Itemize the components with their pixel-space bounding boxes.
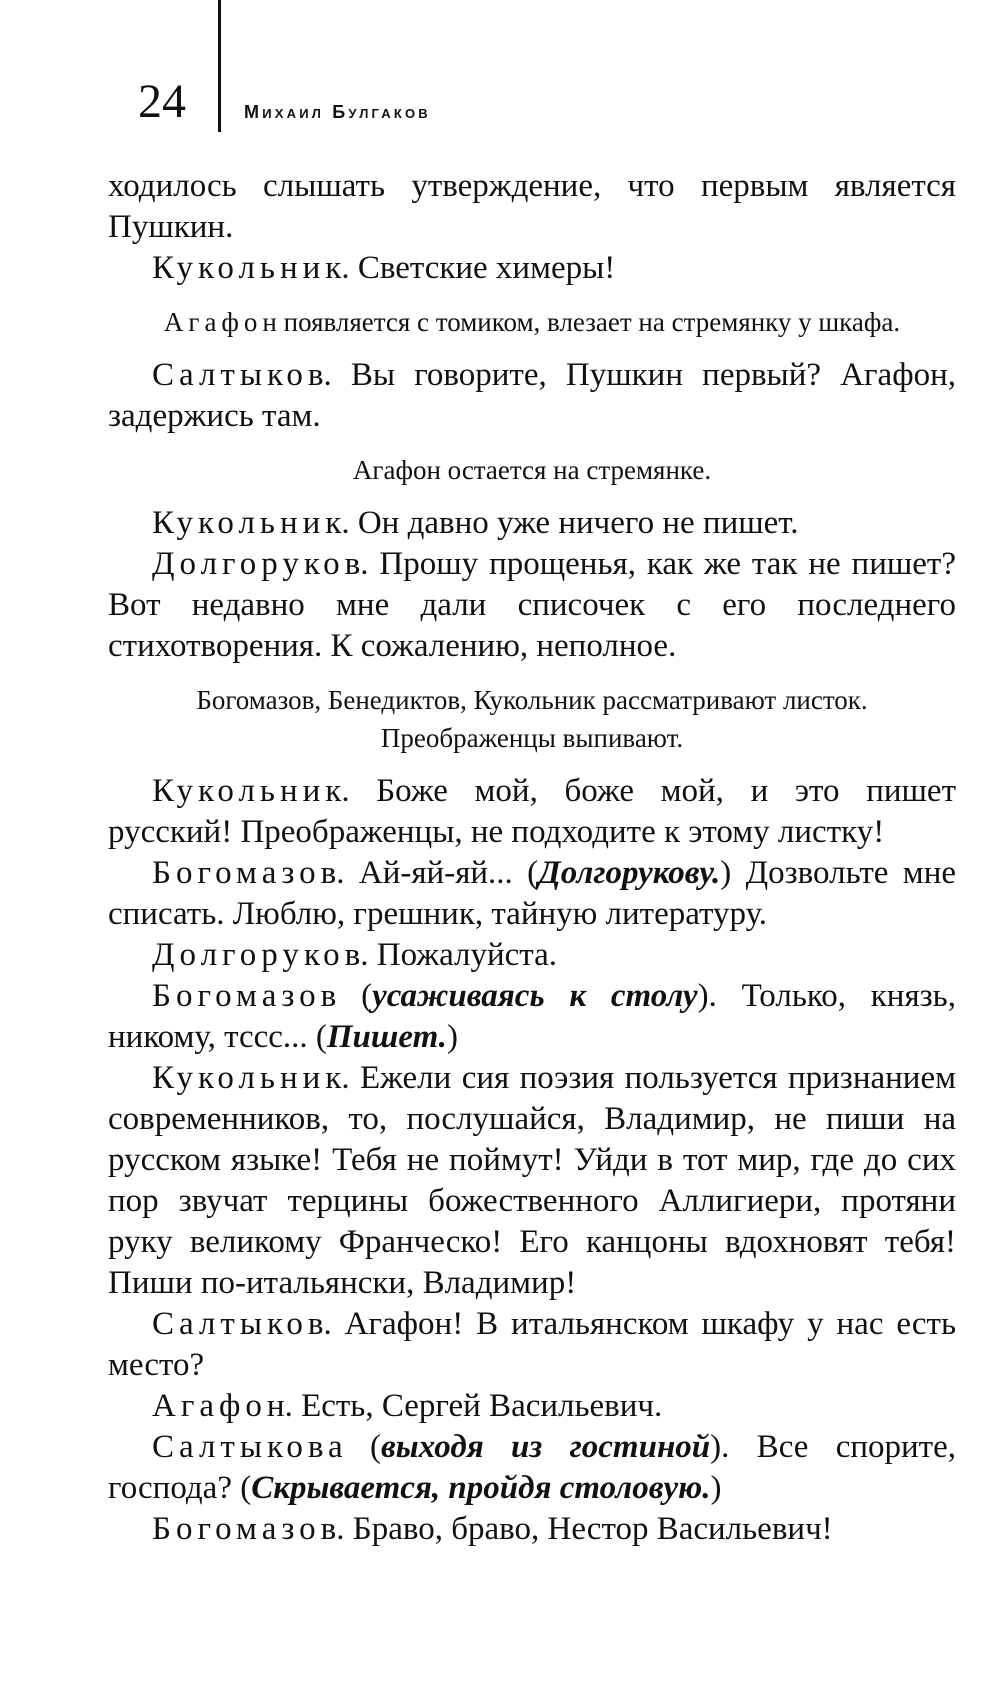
dialogue-text: . Ай-яй-яй... (: [336, 855, 539, 891]
dialogue-line: [108, 248, 956, 289]
dialogue-text: ) Дозвольте мне списать. Люблю, грешник, тайную литературу.: [108, 855, 956, 932]
dialogue-line: [108, 1509, 956, 1550]
dialogue-text: ). Все спорите, господа? (: [108, 1429, 956, 1506]
stage-direction-text: появляется с томиком, влезает на стремянку у шкафа.: [276, 307, 901, 337]
dialogue-line: [108, 1304, 956, 1386]
dialogue-text: (: [342, 1429, 381, 1465]
speaker-name: Агафон: [152, 1388, 290, 1424]
stage-direction-text: Агафон остается на стремянке.: [352, 455, 712, 485]
speaker-name: Долгоруков: [152, 546, 366, 582]
dialogue-line: [108, 935, 956, 976]
inline-direction: выходя из гостиной: [380, 1429, 711, 1465]
speaker-name: Богомазов: [152, 855, 342, 891]
dialogue-text: . Ежели сия поэзия пользуется признанием современников, то, послушайся, Владимир, не пиши на русском языке! Тебя не поймут! Уйди в тот мир, где до сих пор звучат терцины божественного Аллигиери, протяни руку великому Франческо! Его канцоны вдохновят тебя! Пиши по-итальянски, Владимир!: [108, 1060, 956, 1301]
dialogue-text: (: [336, 978, 373, 1014]
dialogue-text: . Браво, браво, Нестор Васильевич!: [336, 1511, 833, 1547]
text-paragraph: [108, 166, 956, 248]
dialogue-line: [108, 976, 956, 1058]
header-rule: [218, 0, 221, 132]
dialogue-text: . Прошу прощенья, как же так не пишет? Вот недавно мне дали списочек с его последнего стихотворения. К сожалению, неполное.: [108, 546, 956, 664]
dialogue-text: . Есть, Сергей Васильевич.: [284, 1388, 663, 1424]
dialogue-line: [108, 1386, 956, 1427]
inline-direction: Пишет.: [326, 1019, 447, 1055]
dialogue-text: . Боже мой, боже мой, и это пишет русский! Преображенцы, не подходите к этому листку!: [108, 773, 956, 850]
dialogue-line: [108, 771, 956, 853]
dialogue-text: . Вы говорите, Пушкин первый? Агафон, задержись там.: [108, 357, 956, 434]
dialogue-text: . Он давно уже ничего не пишет.: [341, 505, 799, 541]
speaker-name: Кукольник: [152, 505, 347, 541]
dialogue-text: ): [446, 1019, 458, 1055]
dialogue-text: ): [710, 1470, 722, 1506]
dialogue-line: [108, 853, 956, 935]
paragraph-text: ходилось слышать утверждение, что первым является Пушкин.: [108, 168, 956, 245]
dialogue-line: [108, 503, 956, 544]
running-head-author: Михаил Булгаков: [244, 102, 431, 122]
speaker-name: Богомазов: [152, 1511, 342, 1547]
inline-direction: Долгорукову.: [538, 855, 721, 891]
dialogue-line: [108, 1058, 956, 1304]
dialogue-text: . Светские химеры!: [341, 250, 616, 286]
speaker-name: Кукольник: [152, 250, 347, 286]
inline-direction: Скрывается, пройдя столовую.: [251, 1470, 711, 1506]
dialogue-line: [108, 1427, 956, 1509]
play-text: [108, 166, 956, 1550]
dialogue-line: [108, 544, 956, 667]
stage-character-name: Агафон: [163, 307, 282, 337]
inline-direction: усаживаясь к столу: [372, 978, 698, 1014]
stage-direction: [108, 681, 956, 757]
stage-direction-text: Богомазов, Бенедиктов, Кукольник рассматривают листок. Преображенцы выпивают.: [196, 685, 868, 753]
dialogue-line: [108, 355, 956, 437]
page-number: 24: [138, 75, 186, 128]
dialogue-text: ). Только, князь, никому, тссс... (: [108, 978, 956, 1055]
speaker-name: Долгоруков: [152, 937, 366, 973]
speaker-name: Богомазов: [152, 978, 342, 1014]
speaker-name: Кукольник: [152, 1060, 347, 1096]
speaker-name: Кукольник: [152, 773, 347, 809]
dialogue-text: . Пожалуйста.: [360, 937, 558, 973]
speaker-name: Салтыкова: [152, 1429, 348, 1465]
speaker-name: Салтыков: [152, 1306, 329, 1342]
stage-direction: [108, 303, 956, 341]
stage-direction: [108, 451, 956, 489]
dialogue-text: . Агафон! В итальянском шкафу у нас есть место?: [108, 1306, 956, 1383]
speaker-name: Салтыков: [152, 357, 329, 393]
